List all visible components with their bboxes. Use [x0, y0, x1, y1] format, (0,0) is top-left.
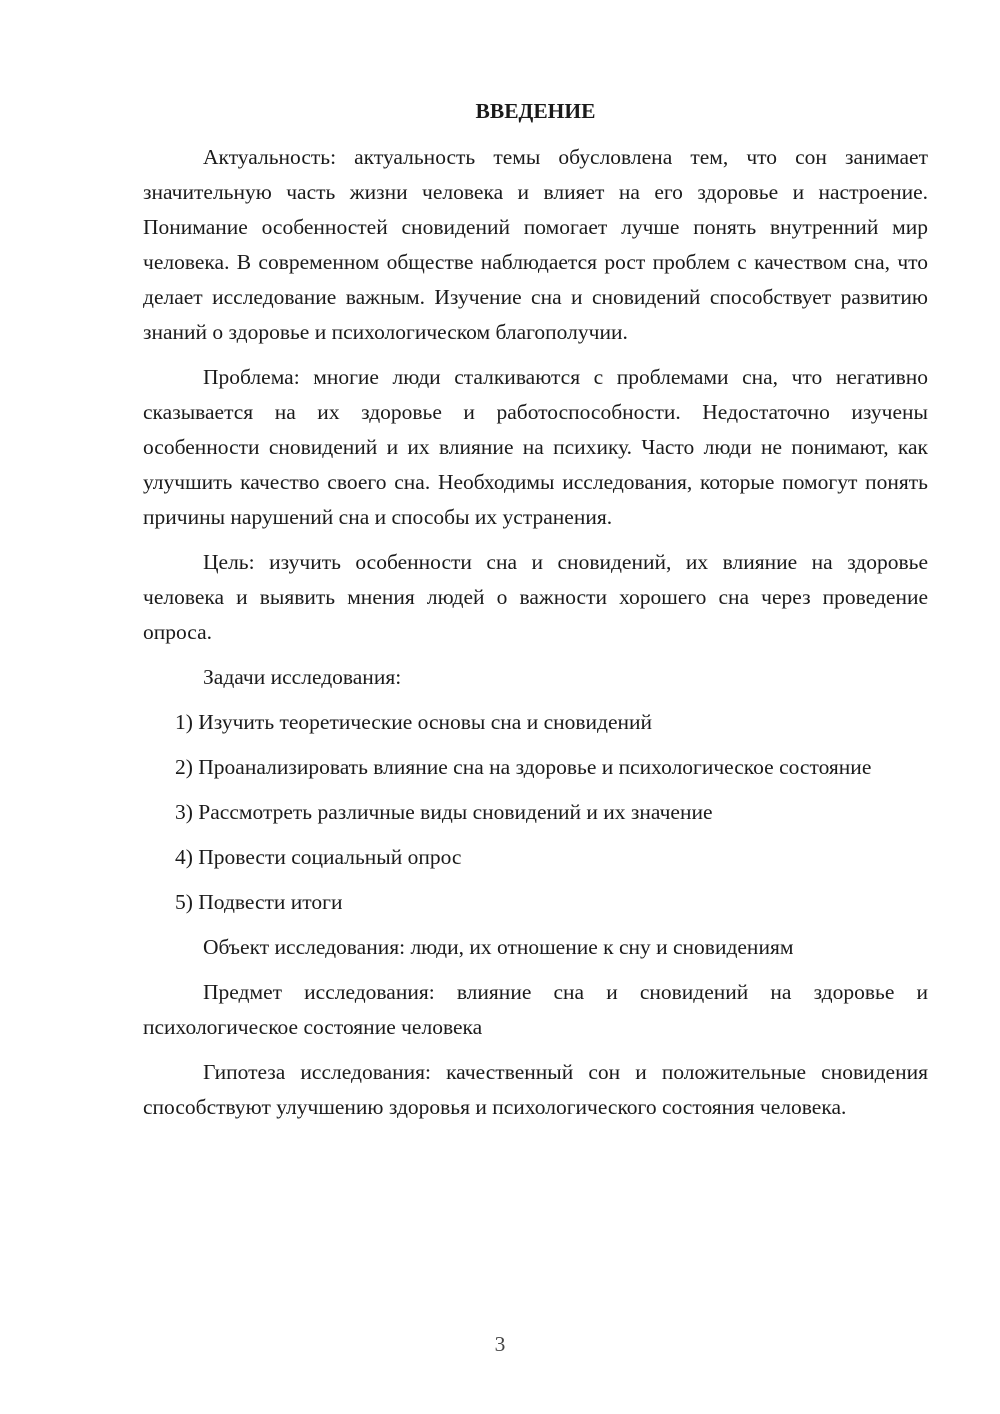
task-item: 4) Провести социальный опрос [175, 845, 462, 869]
task-item: 2) Проанализировать влияние сна на здоровье и психологическое состояние [175, 755, 872, 779]
subject-paragraph: Предмет исследования: влияние сна и сновидений на здоровье и психологическое состояние человека [143, 980, 928, 1039]
relevance-paragraph: Актуальность: актуальность темы обусловлена тем, что сон занимает значительную часть жизни человека и влияет на его здоровье и настроение. Понимание особенностей сновидений помогает лучше понять внутренний мир человека. В современном обществе наблюдается рост проблем с качеством сна, что делает исследование важным. Изучение сна и сновидений способствует развитию знаний о здоровье и психологическом благополучии. [143, 145, 928, 344]
task-item: 1) Изучить теоретические основы сна и сновидений [175, 710, 653, 734]
hypothesis-paragraph: Гипотеза исследования: качественный сон и положительные сновидения способствуют улучшению здоровья и психологического состояния человека. [143, 1060, 928, 1119]
document-page [143, 94, 928, 1135]
page-title: ВВЕДЕНИЕ [475, 99, 596, 123]
object-paragraph: Объект исследования: люди, их отношение к сну и сновидениям [203, 935, 794, 959]
task-item: 3) Рассмотреть различные виды сновидений и их значение [175, 800, 713, 824]
page-number: 3 [494, 1332, 506, 1356]
problem-paragraph: Проблема: многие люди сталкиваются с проблемами сна, что негативно сказывается на их здоровье и работоспособности. Недостаточно изучены особенности сновидений и их влияние на психику. Часто люди не понимают, как улучшить качество своего сна. Необходимы исследования, которые помогут понять причины нарушений сна и способы их устранения. [143, 365, 928, 529]
goal-paragraph: Цель: изучить особенности сна и сновидений, их влияние на здоровье человека и выявить мнения людей о важности хорошего сна через проведение опроса. [143, 550, 928, 644]
tasks-heading: Задачи исследования: [203, 665, 402, 689]
task-item: 5) Подвести итоги [175, 890, 343, 914]
